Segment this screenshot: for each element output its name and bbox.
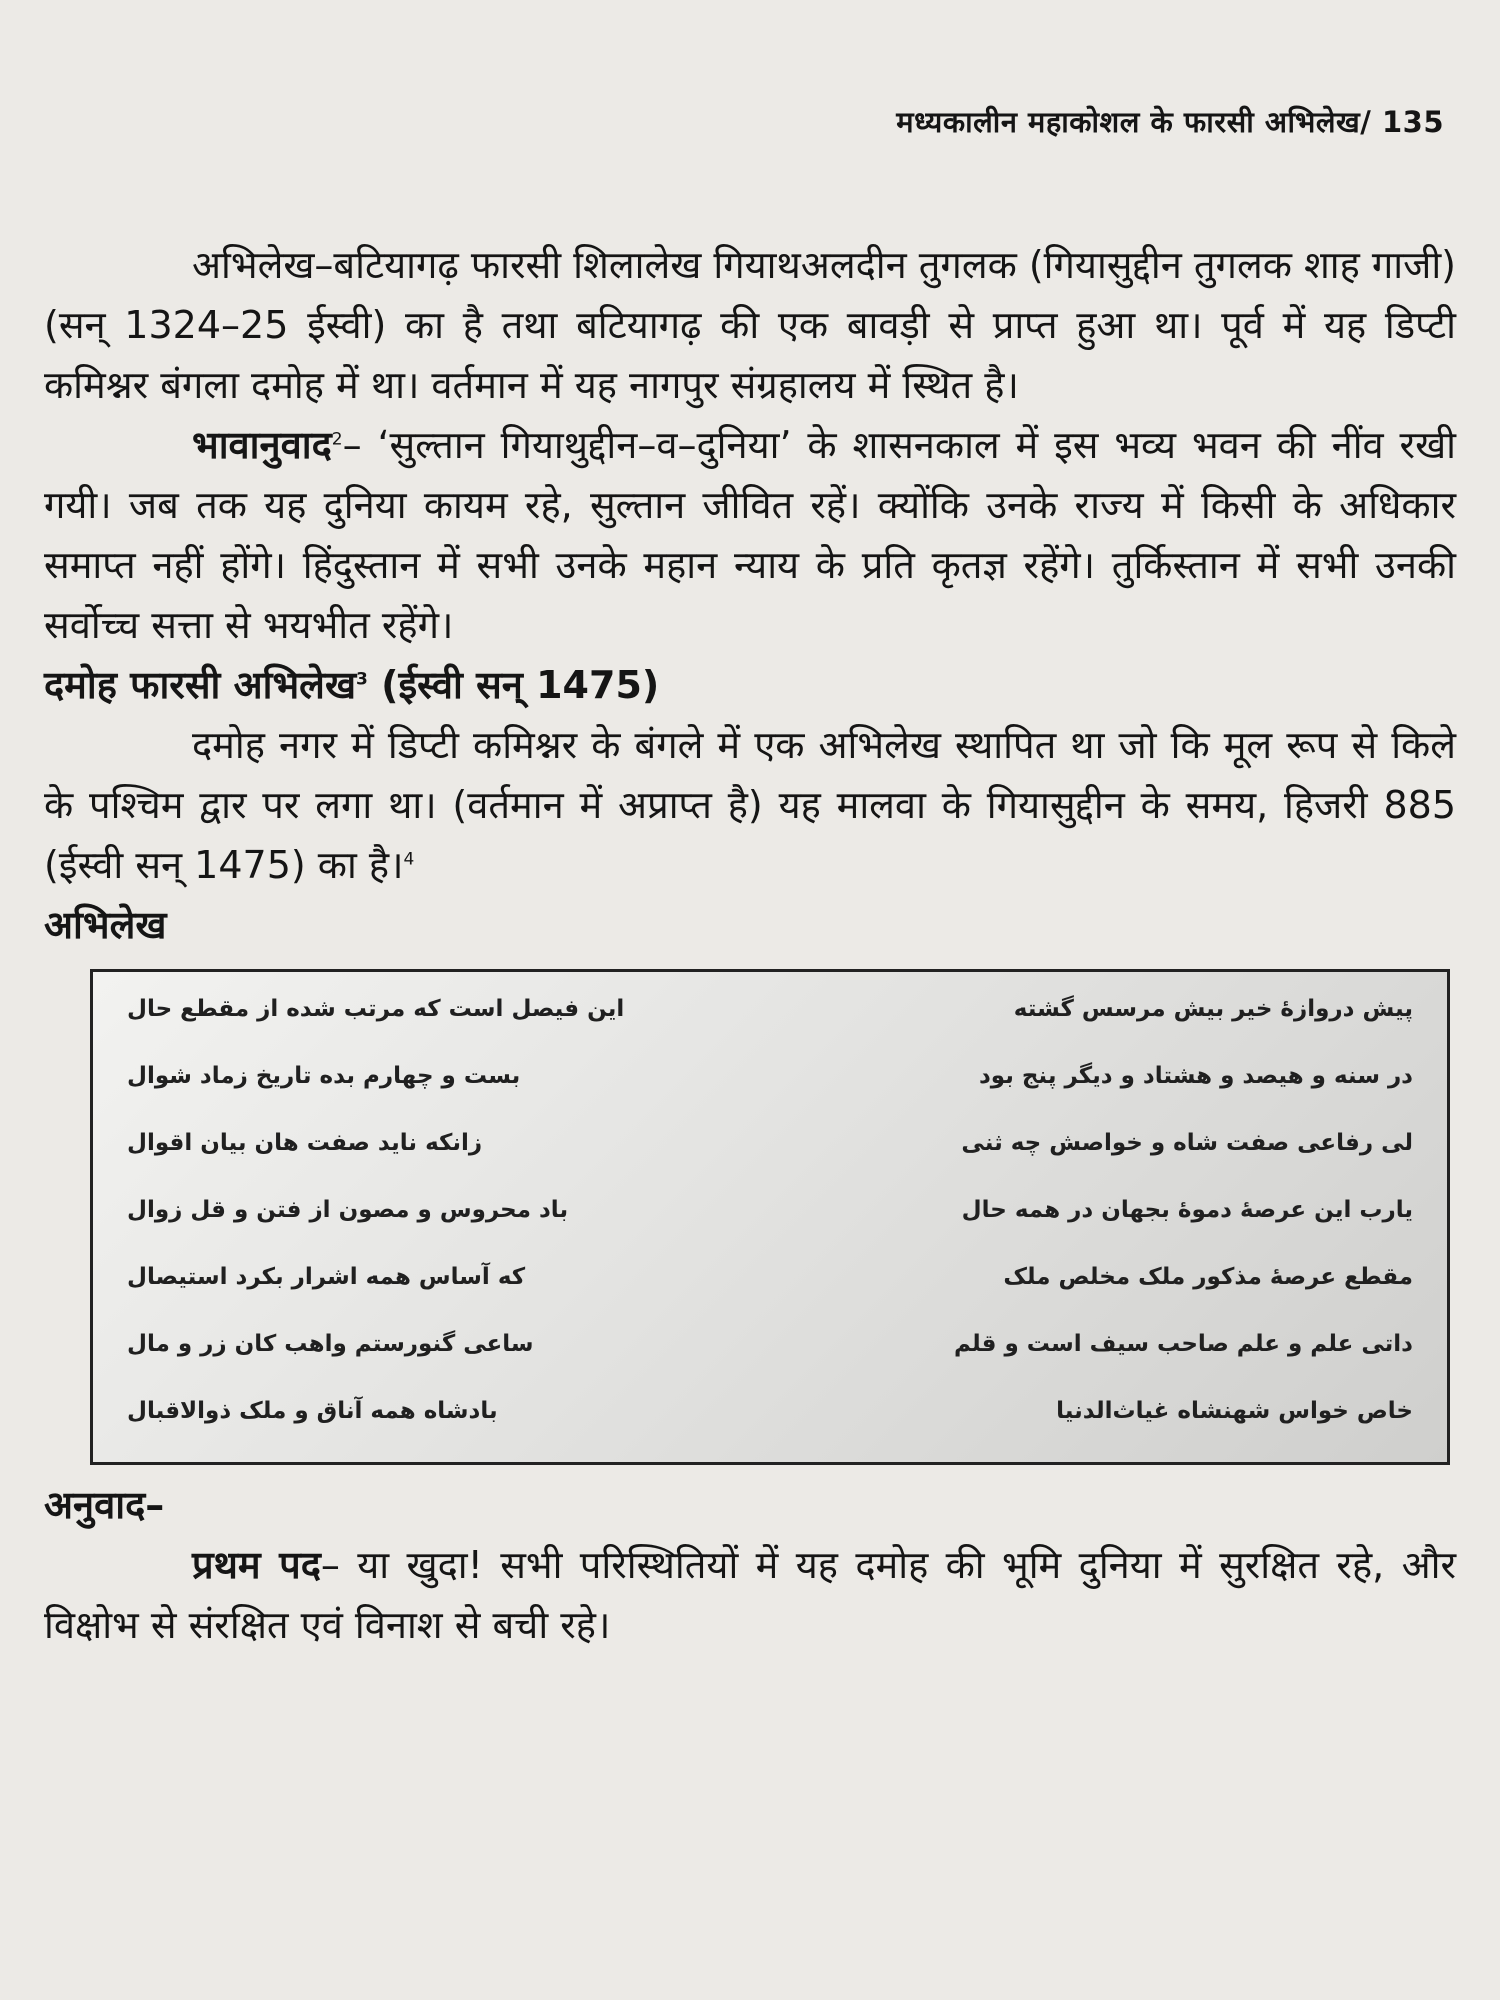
inscription-row <box>127 1187 1413 1233</box>
page-body <box>44 235 1456 1655</box>
paragraph-damoh <box>44 715 1456 895</box>
inscription-hemistich-left: که آساس همه اشرار بکرد استیصال <box>127 1264 526 1290</box>
damoh-text: दमोह नगर में डिप्टी कमिश्नर के बंगले में एक अभिलेख स्थापित था जो कि मूल रूप से किले के पश्चिम द्वार पर लगा था। (वर्तमान में अप्राप्त है) यह मालवा के गियासुद्दीन के समय, हिजरी 885 (ईस्वी सन् 1475) का है। <box>44 723 1456 887</box>
inscription-hemistich-right: در سنه و هیصد و هشتاد و دیگر پنج بود <box>978 1063 1413 1089</box>
section-heading-abhilekh: अभिलेख <box>44 903 167 947</box>
section-heading-anuvad: अनुवाद– <box>44 1483 165 1527</box>
inscription-row <box>127 986 1413 1032</box>
inscription-hemistich-right: مقطع عرصهٔ مذکور ملک مخلص ملک <box>1003 1264 1413 1290</box>
pratham-pad-text: – या खुदा! सभी परिस्थितियों में यह दमोह की भूमि दुनिया में सुरक्षित रहे, और विक्षोभ से संरक्षित एवं विनाश से बची रहे। <box>44 1543 1456 1647</box>
inscription-hemistich-left: بادشاه همه آناق و ملک ذوالاقبال <box>127 1398 498 1424</box>
footnote-ref-3: 3 <box>356 669 368 690</box>
inscription-hemistich-left: باد محروس و مصون از فتن و قل زوال <box>127 1197 569 1223</box>
inscription-hemistich-right: خاص خواس شهنشاه غیاث‌الدنیا <box>1056 1398 1413 1424</box>
inscription-hemistich-right: پیش دروازهٔ خیر بیش مرسس گشته <box>1013 996 1413 1022</box>
damoh-heading-text: दमोह फारसी अभिलेख <box>44 663 357 707</box>
running-header: मध्यकालीन महाकोशल के फारसी अभिलेख/ 135 <box>896 105 1444 139</box>
section-heading-damoh <box>44 655 1456 715</box>
inscription-row <box>127 1120 1413 1166</box>
inscription-hemistich-left: بست و چهارم بده تاریخ زماد شوال <box>127 1063 521 1089</box>
inscription-row <box>127 1388 1413 1434</box>
inscription-hemistich-left: زانکه ناید صفت هان بیان اقوال <box>127 1130 483 1156</box>
inscription-hemistich-right: یارب این عرصهٔ دموهٔ بجهان در همه حال <box>961 1197 1413 1223</box>
inscription-row <box>127 1254 1413 1300</box>
paragraph-pratham-pad <box>44 1535 1456 1655</box>
inscription-row <box>127 1053 1413 1099</box>
bhavanuvad-text: – ‘सुल्तान गियाथुद्दीन–व–दुनिया’ के शासनकाल में इस भव्य भवन की नींव रखी गयी। जब तक यह दुनिया कायम रहे, सुल्तान जीवित रहें। क्योंकि उनके राज्य में किसी के अधिकार समाप्त नहीं होंगे। हिंदुस्तान में सभी उनके महान न्याय के प्रति कृतज्ञ रहेंगे। तुर्किस्तान में सभी उनकी सर्वोच्च सत्ता से भयभीत रहेंगे। <box>44 423 1456 647</box>
inscription-hemistich-right: داتی علم و علم صاحب سیف است و قلم <box>953 1331 1413 1357</box>
footnote-ref-4: 4 <box>403 849 415 870</box>
persian-inscription-box <box>90 969 1450 1465</box>
inscription-hemistich-left: ساعی گنورستم واهب کان زر و مال <box>127 1331 534 1357</box>
paragraph-bhavanuvad <box>44 415 1456 655</box>
inscription-row <box>127 1321 1413 1367</box>
inscription-hemistich-right: لی رفاعی صفت شاه و خواصش چه ثنی <box>961 1130 1413 1156</box>
inscription-hemistich-left: این فیصل است که مرتب شده از مقطع حال <box>127 996 625 1022</box>
pratham-pad-label: प्रथम पद <box>192 1543 321 1587</box>
damoh-heading-year: (ईस्वी सन् 1475) <box>367 663 660 707</box>
bhavanuvad-label: भावानुवाद <box>192 423 332 467</box>
footnote-ref-2: 2 <box>331 429 343 450</box>
paragraph-batiyagarh: अभिलेख–बटियागढ़ फारसी शिलालेख गियाथअलदीन तुगलक (गियासुद्दीन तुगलक शाह गाजी) (सन् 1324–25 ईस्वी) का है तथा बटियागढ़ की एक बावड़ी से प्राप्त हुआ था। पूर्व में यह डिप्टी कमिश्नर बंगला दमोह में था। वर्तमान में यह नागपुर संग्रहालय में स्थित है। <box>44 243 1457 407</box>
